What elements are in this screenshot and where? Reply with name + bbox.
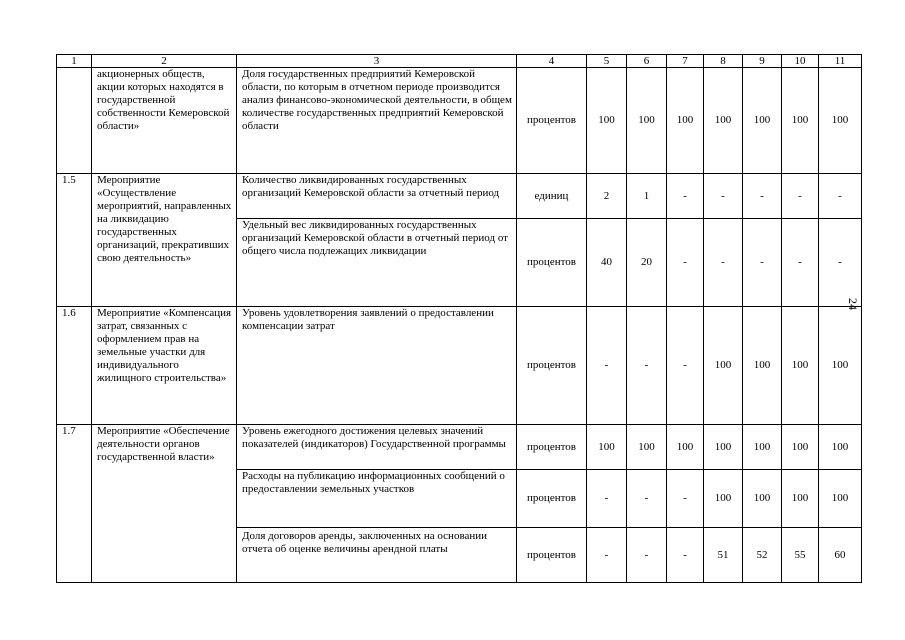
value-cell: 100: [667, 68, 704, 174]
header-cell: 4: [517, 55, 587, 68]
value-cell: 1: [627, 174, 667, 219]
value-cell: 52: [743, 528, 782, 583]
table-row: [57, 307, 862, 425]
indicator-name: Уровень удовлетворения заявлений о предоставлении компенсации затрат: [237, 307, 517, 425]
row-number: 1.7: [57, 425, 92, 583]
unit-cell: процентов: [517, 307, 587, 425]
value-cell: 100: [819, 425, 862, 470]
value-cell: -: [627, 470, 667, 528]
header-cell: 5: [587, 55, 627, 68]
value-cell: -: [743, 219, 782, 307]
value-cell: -: [782, 219, 819, 307]
value-cell: -: [667, 307, 704, 425]
value-cell: 100: [743, 425, 782, 470]
value-cell: 100: [782, 68, 819, 174]
value-cell: -: [819, 174, 862, 219]
indicator-name: Расходы на публикацию информационных сообщений о предоставлении земельных участков: [237, 470, 517, 528]
header-cell: 7: [667, 55, 704, 68]
table-row: [57, 174, 862, 219]
event-cell: акционерных обществ, акции которых находятся в государственной собственности Кемеровской области»: [92, 68, 237, 174]
indicator-name: Доля государственных предприятий Кемеровской области, по которым в отчетном периоде производится анализ финансово-экономической деятельности, в общем количестве государственных предприятий Кемеровской области: [237, 68, 517, 174]
value-cell: -: [782, 174, 819, 219]
header-cell: 10: [782, 55, 819, 68]
value-cell: 100: [587, 68, 627, 174]
indicator-name: Доля договоров аренды, заключенных на основании отчета об оценке величины арендной платы: [237, 528, 517, 583]
value-cell: 51: [704, 528, 743, 583]
unit-cell: процентов: [517, 470, 587, 528]
unit-cell: процентов: [517, 68, 587, 174]
unit-cell: единиц: [517, 174, 587, 219]
value-cell: -: [587, 528, 627, 583]
indicators-table: [56, 54, 862, 583]
value-cell: 100: [743, 307, 782, 425]
value-cell: -: [743, 174, 782, 219]
indicator-name: Удельный вес ликвидированных государственных организаций Кемеровской области в отчетный период от общего числа подлежащих ликвидации: [237, 219, 517, 307]
row-number: 1.6: [57, 307, 92, 425]
unit-cell: процентов: [517, 528, 587, 583]
indicator-name: Количество ликвидированных государственных организаций Кемеровской области за отчетный период: [237, 174, 517, 219]
value-cell: -: [704, 219, 743, 307]
page-number: 24: [846, 298, 860, 310]
event-cell: Мероприятие «Осуществление мероприятий, направленных на ликвидацию государственных организаций, прекративших свою деятельность»: [92, 174, 237, 307]
value-cell: -: [819, 219, 862, 307]
header-cell: 6: [627, 55, 667, 68]
value-cell: 100: [782, 307, 819, 425]
value-cell: -: [587, 307, 627, 425]
value-cell: -: [667, 528, 704, 583]
value-cell: 100: [704, 68, 743, 174]
row-number: 1.5: [57, 174, 92, 307]
value-cell: 100: [782, 470, 819, 528]
value-cell: 100: [704, 470, 743, 528]
value-cell: 100: [587, 425, 627, 470]
header-cell: 3: [237, 55, 517, 68]
unit-cell: процентов: [517, 219, 587, 307]
unit-cell: процентов: [517, 425, 587, 470]
value-cell: 100: [819, 470, 862, 528]
value-cell: 100: [704, 425, 743, 470]
value-cell: 100: [627, 68, 667, 174]
value-cell: 100: [704, 307, 743, 425]
value-cell: 20: [627, 219, 667, 307]
indicator-name: Уровень ежегодного достижения целевых значений показателей (индикаторов) Государственной программы: [237, 425, 517, 470]
value-cell: -: [627, 528, 667, 583]
value-cell: -: [627, 307, 667, 425]
value-cell: 100: [819, 307, 862, 425]
event-cell: Мероприятие «Обеспечение деятельности органов государственной власти»: [92, 425, 237, 583]
header-cell: 2: [92, 55, 237, 68]
value-cell: -: [667, 219, 704, 307]
value-cell: 40: [587, 219, 627, 307]
event-cell: Мероприятие «Компенсация затрат, связанных с оформлением прав на земельные участки для индивидуального жилищного строительства»: [92, 307, 237, 425]
value-cell: -: [667, 470, 704, 528]
value-cell: 100: [743, 470, 782, 528]
table-row: [57, 68, 862, 174]
header-cell: 11: [819, 55, 862, 68]
value-cell: 100: [667, 425, 704, 470]
value-cell: 100: [627, 425, 667, 470]
value-cell: -: [667, 174, 704, 219]
value-cell: 100: [782, 425, 819, 470]
row-number: [57, 68, 92, 174]
header-cell: 9: [743, 55, 782, 68]
value-cell: 2: [587, 174, 627, 219]
table-row: [57, 425, 862, 470]
header-cell: 8: [704, 55, 743, 68]
value-cell: -: [704, 174, 743, 219]
value-cell: 60: [819, 528, 862, 583]
value-cell: 100: [743, 68, 782, 174]
value-cell: 100: [819, 68, 862, 174]
value-cell: -: [587, 470, 627, 528]
header-cell: 1: [57, 55, 92, 68]
value-cell: 55: [782, 528, 819, 583]
header-row: [57, 55, 862, 68]
